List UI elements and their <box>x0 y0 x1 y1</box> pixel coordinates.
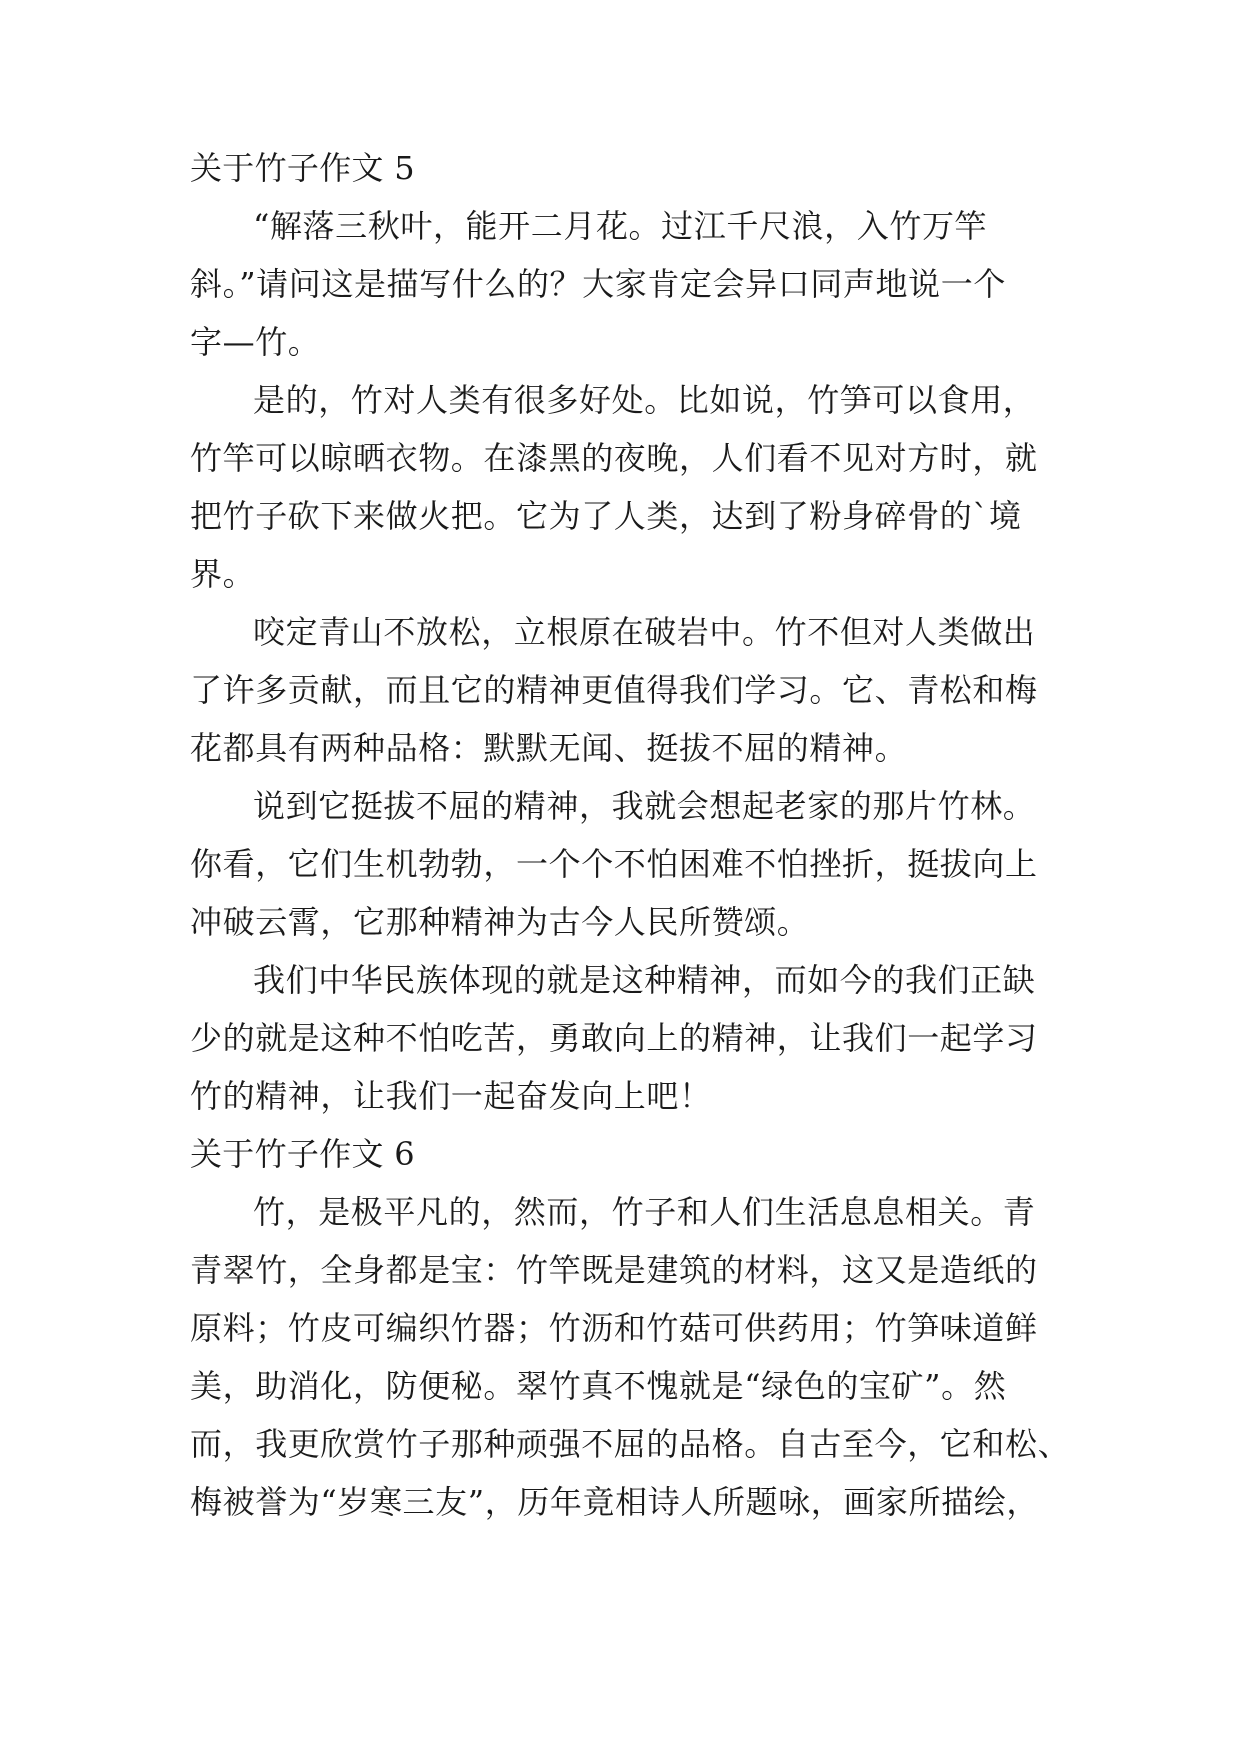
paragraph-line: 美，助消化，防便秘。翠竹真不愧就是“绿色的宝矿”。然 <box>190 1367 1007 1405</box>
paragraph-line: 字—竹。 <box>190 323 321 361</box>
essay-heading-6: 关于竹子作文 6 <box>190 1135 415 1173</box>
paragraph-line: “解落三秋叶，能开二月花。过江千尺浪，入竹万竿 <box>253 207 988 245</box>
paragraph-line: 冲破云霄，它那种精神为古今人民所赞颂。 <box>190 903 810 941</box>
paragraph-line: 咬定青山不放松，立根原在破岩中。竹不但对人类做出 <box>253 613 1036 651</box>
paragraph-line: 竹的精神，让我们一起奋发向上吧！ <box>190 1077 712 1115</box>
paragraph-line: 竹竿可以晾晒衣物。在漆黑的夜晚，人们看不见对方时，就 <box>190 439 1038 477</box>
paragraph-line: 我们中华民族体现的就是这种精神，而如今的我们正缺 <box>253 961 1036 999</box>
paragraph-line: 把竹子砍下来做火把。它为了人类，达到了粉身碎骨的`境 <box>190 497 1022 535</box>
paragraph-line: 少的就是这种不怕吃苦，勇敢向上的精神，让我们一起学习 <box>190 1019 1038 1057</box>
paragraph-line: 界。 <box>190 555 256 593</box>
paragraph-line: 说到它挺拔不屈的精神，我就会想起老家的那片竹林。 <box>253 787 1036 825</box>
paragraph-line: 而，我更欣赏竹子那种顽强不屈的品格。自古至今，它和松、 <box>190 1425 1071 1463</box>
paragraph-line: 斜。”请问这是描写什么的？大家肯定会异口同声地说一个 <box>190 265 1006 303</box>
paragraph-line: 原料；竹皮可编织竹器；竹沥和竹菇可供药用；竹笋味道鲜 <box>190 1309 1038 1347</box>
paragraph-line: 青翠竹，全身都是宝：竹竿既是建筑的材料，这又是造纸的 <box>190 1251 1038 1289</box>
paragraph-line: 是的，竹对人类有很多好处。比如说，竹笋可以食用， <box>253 381 1036 419</box>
paragraph-line: 你看，它们生机勃勃，一个个不怕困难不怕挫折，挺拔向上 <box>190 845 1038 883</box>
paragraph-line: 了许多贡献，而且它的精神更值得我们学习。它、青松和梅 <box>190 671 1038 709</box>
essay-heading-5: 关于竹子作文 5 <box>190 149 415 187</box>
paragraph-line: 梅被誉为“岁寒三友”，历年竟相诗人所题咏，画家所描绘， <box>190 1483 1039 1521</box>
paragraph-line: 竹，是极平凡的，然而，竹子和人们生活息息相关。青 <box>253 1193 1036 1231</box>
paragraph-line: 花都具有两种品格：默默无闻、挺拔不屈的精神。 <box>190 729 908 767</box>
